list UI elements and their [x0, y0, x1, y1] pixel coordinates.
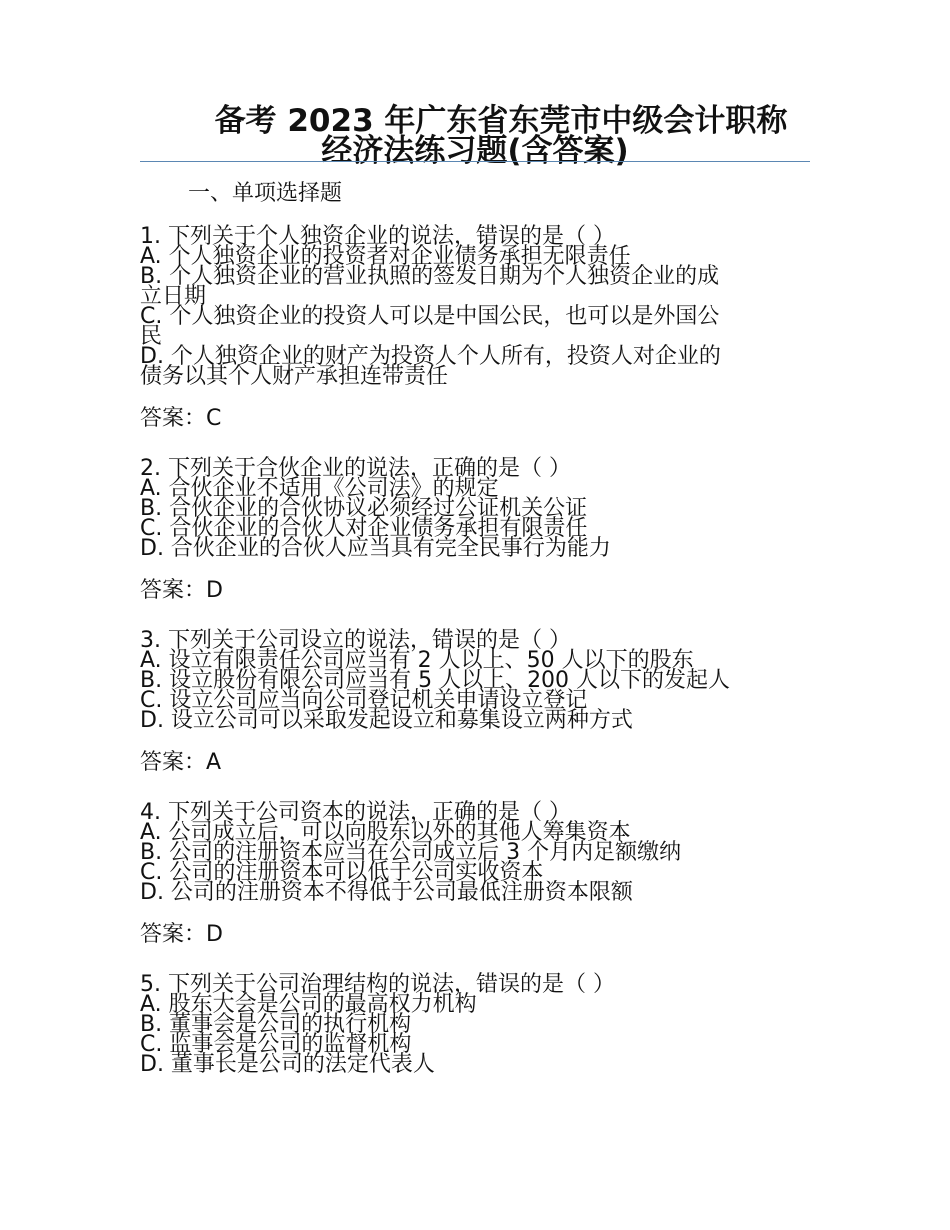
question-stem: 1. 下列关于个人独资企业的说法，错误的是（ ） [140, 224, 615, 249]
option-c: C. 监事会是公司的监督机构 [140, 1032, 412, 1057]
option-d: D. 个人独资企业的财产为投资人个人所有，投资人对企业的 [140, 344, 721, 369]
answer-line: 答案：C [140, 406, 222, 431]
question-stem: 5. 下列关于公司治理结构的说法，错误的是（ ） [140, 972, 615, 997]
option-d: D. 设立公司可以采取发起设立和募集设立两种方式 [140, 708, 633, 733]
option-d-continued: 债务以其个人财产承担连带责任 [140, 364, 449, 389]
option-d: D. 董事长是公司的法定代表人 [140, 1052, 435, 1077]
title-underline [140, 161, 810, 162]
option-d: D. 公司的注册资本不得低于公司最低注册资本限额 [140, 880, 633, 905]
answer-line: 答案：A [140, 750, 222, 775]
section-heading: 一、单项选择题 [188, 181, 343, 206]
option-c: C. 设立公司应当向公司登记机关申请设立登记 [140, 688, 588, 713]
option-c-continued: 民 [140, 324, 163, 349]
question-list [140, 224, 810, 1077]
question-1 [140, 224, 810, 431]
question-2 [140, 456, 810, 603]
title-line-1: 备考 2023 年广东省东莞市中级会计职称 [214, 103, 788, 139]
option-a: A. 公司成立后，可以向股东以外的其他人筹集资本 [140, 820, 631, 845]
option-b: B. 公司的注册资本应当在公司成立后 3 个月内足额缴纳 [140, 840, 682, 865]
question-stem: 4. 下列关于公司资本的说法，正确的是（ ） [140, 800, 571, 825]
option-d: D. 合伙企业的合伙人应当具有完全民事行为能力 [140, 536, 611, 561]
title-line-2: 经济法练习题(含答案) [321, 133, 629, 169]
option-b: B. 董事会是公司的执行机构 [140, 1012, 412, 1037]
question-stem: 3. 下列关于公司设立的说法，错误的是（ ） [140, 628, 571, 653]
option-b: B. 设立股份有限公司应当有 5 人以上、200 人以下的发起人 [140, 668, 731, 693]
option-b: B. 个人独资企业的营业执照的签发日期为个人独资企业的成 [140, 264, 720, 289]
option-a: A. 合伙企业不适用《公司法》的规定 [140, 476, 499, 501]
answer-line: 答案：D [140, 578, 223, 603]
option-b-continued: 立日期 [140, 284, 207, 309]
option-a: A. 股东大会是公司的最高权力机构 [140, 992, 477, 1017]
option-a: A. 设立有限责任公司应当有 2 人以上、50 人以下的股东 [140, 648, 694, 673]
option-c: C. 个人独资企业的投资人可以是中国公民，也可以是外国公 [140, 304, 720, 329]
question-stem: 2. 下列关于合伙企业的说法，正确的是（ ） [140, 456, 571, 481]
document-title [140, 103, 810, 169]
question-5 [140, 972, 810, 1077]
answer-line: 答案：D [140, 922, 223, 947]
option-c: C. 公司的注册资本可以低于公司实收资本 [140, 860, 544, 885]
option-c: C. 合伙企业的合伙人对企业债务承担有限责任 [140, 516, 588, 541]
question-4 [140, 800, 810, 947]
option-b: B. 合伙企业的合伙协议必须经过公证机关公证 [140, 496, 588, 521]
question-3 [140, 628, 810, 775]
option-a: A. 个人独资企业的投资者对企业债务承担无限责任 [140, 244, 631, 269]
